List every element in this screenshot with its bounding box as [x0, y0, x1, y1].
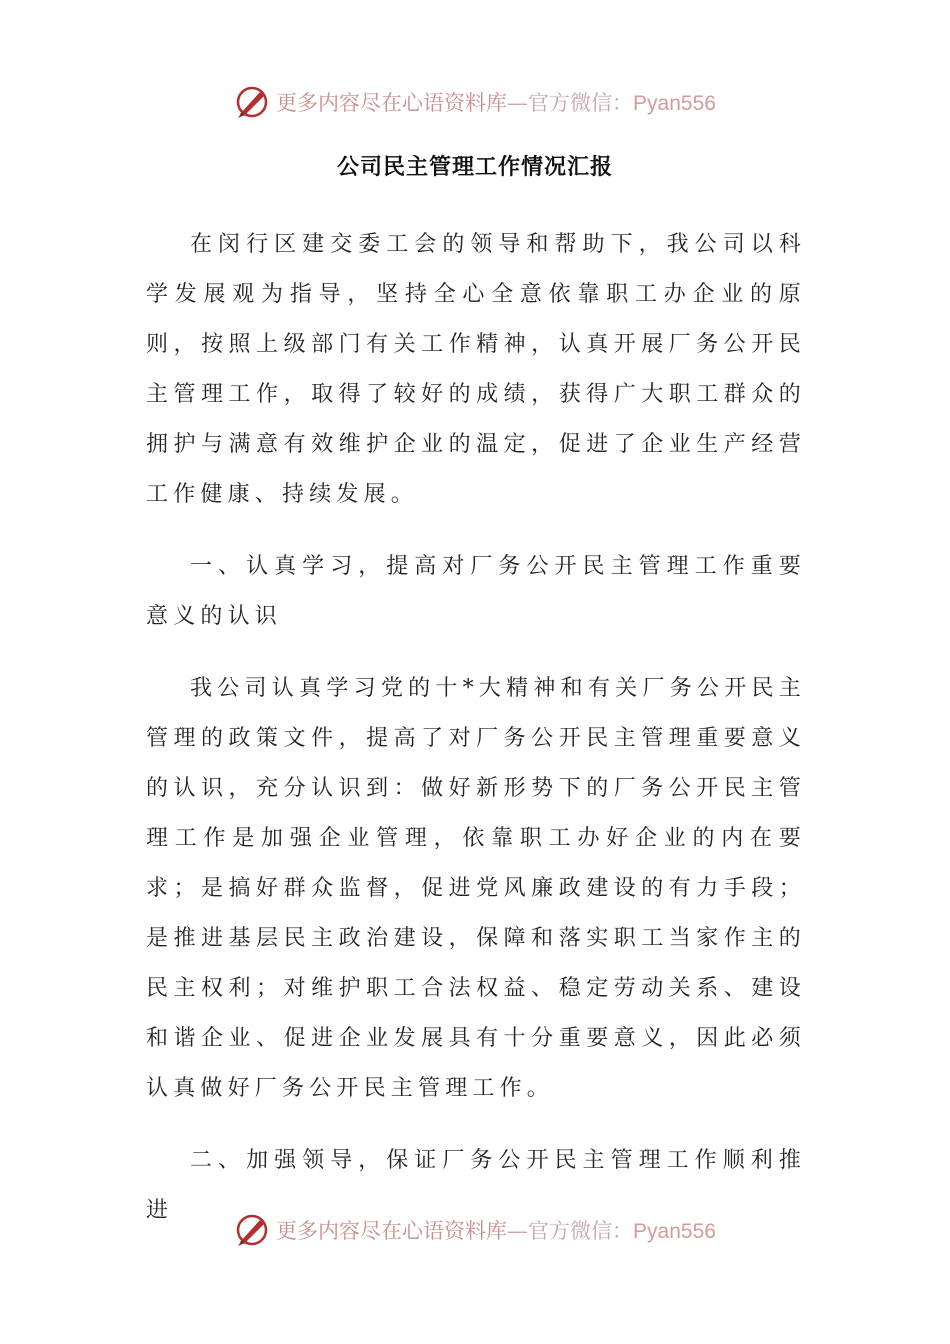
- watermark-official-label: —官方微信：: [507, 1219, 634, 1243]
- watermark-brand: 更多内容尽在心语资料库: [276, 1219, 508, 1243]
- pen-logo-icon: [234, 84, 270, 120]
- watermark-wechat-id: Pyan556: [633, 92, 716, 115]
- section-heading-1: 一、认真学习，提高对厂务公开民主管理工作重要意义的认识: [146, 554, 806, 629]
- watermark-wechat-id: Pyan556: [633, 1220, 716, 1243]
- watermark-text: [276, 1215, 716, 1245]
- section-heading-2: 二、加强领导，保证厂务公开民主管理工作顺利推进: [146, 1148, 806, 1223]
- watermark-brand: 更多内容尽在心语资料库: [276, 91, 508, 115]
- watermark-footer: [0, 1210, 950, 1250]
- pen-logo-icon: [234, 1212, 270, 1248]
- paragraph-section-1: 我公司认真学习党的十*大精神和有关厂务公开民主管理的政策文件，提高了对厂务公开民主管理重要意义的认识，充分认识到：做好新形势下的厂务公开民主管理工作是加强企业管理，依靠职工办好企业的内在要求；是搞好群众监督，促进党风廉政建设的有力手段；是推进基层民主政治建设，保障和落实职工当家作主的民主权利；对维护职工合法权益、稳定劳动关系、建设和谐企业、促进企业发展具有十分重要意义，因此必须认真做好厂务公开民主管理工作。: [146, 676, 806, 1101]
- document-title: 公司民主管理工作情况汇报: [336, 155, 613, 180]
- paragraph-intro: 在闵行区建交委工会的领导和帮助下，我公司以科学发展观为指导，坚持全心全意依靠职工办企业的原则，按照上级部门有关工作精神，认真开展厂务公开民主管理工作，取得了较好的成绩，获得广大职工群众的拥护与满意有效维护企业的温定，促进了企业生产经营工作健康、持续发展。: [146, 232, 806, 507]
- watermark-text: [276, 87, 716, 117]
- watermark-header: [0, 82, 950, 122]
- watermark-official-label: —官方微信：: [507, 91, 634, 115]
- document-body: [146, 220, 806, 1236]
